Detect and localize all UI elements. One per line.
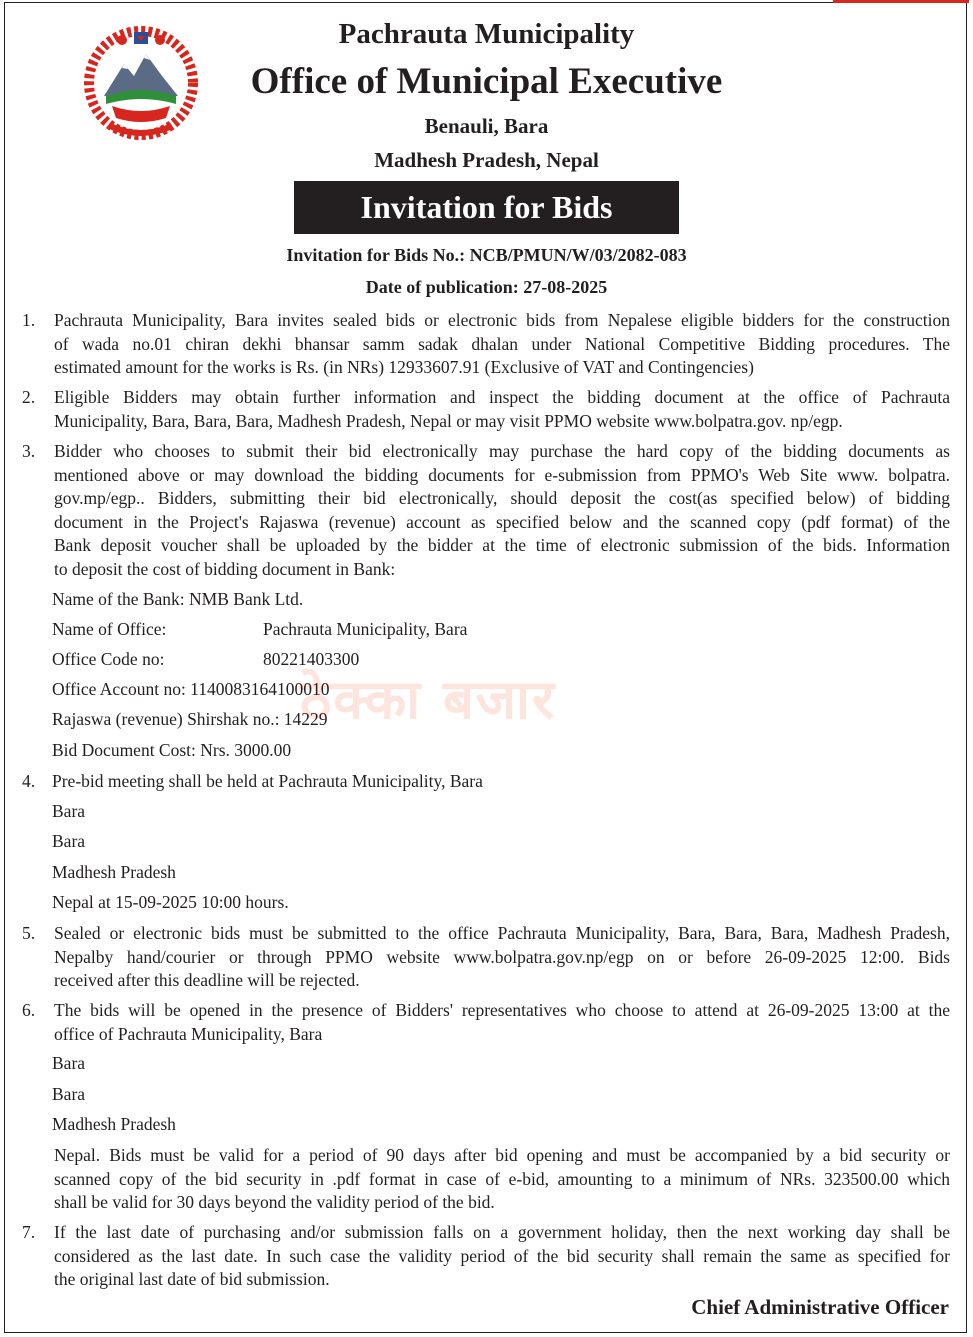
item-7-line: If the last date of purchasing and/or submission falls on a government holiday, then the next working day shall be (54, 1222, 950, 1242)
item-3-line: document in the Project's Rajaswa (revenue) account as specified below and the scanned copy (pdf format) of the (54, 511, 950, 532)
item-number-7: 7. (22, 1222, 36, 1242)
item-3-line: gov.mp/egp.. Bidders, submitting their bid electronically, should deposit the cost(as specified below) of bidding (54, 488, 950, 508)
item-number-3: 3. (22, 441, 36, 461)
office-code-label: Office Code no: (52, 649, 165, 669)
office-title: Office of Municipal Executive (250, 61, 723, 102)
item-6-line: scanned copy of the bid security in .pdf format in case of e-bid, amounting to a minimum of NRs. 323500.00 which (54, 1168, 950, 1189)
item-1-line: of wada no.01 chiran dekhi bhansar samm sadak dhalan under National Competitive Bidding procedures. The (54, 333, 950, 354)
rajaswa-number: Rajaswa (revenue) Shirshak no.: 14229 (52, 709, 328, 729)
bid-document-cost: Bid Document Cost: Nrs. 3000.00 (52, 740, 292, 760)
publication-date: Date of publication: 27-08-2025 (365, 277, 608, 297)
item-number-4: 4. (22, 771, 36, 791)
item-7-line: considered as the last date. In such case the validity period of the bid security shall remain the same as specified for (54, 1245, 950, 1266)
item-3-line: to deposit the cost of bidding document in Bank: (54, 558, 396, 579)
item-number-6: 6. (22, 1000, 36, 1020)
bank-name: Name of the Bank: NMB Bank Ltd. (52, 589, 304, 609)
item-number-1: 1. (22, 310, 36, 330)
item-5 (54, 922, 950, 993)
item-4-line: Madhesh Pradesh (52, 862, 176, 882)
item-3-line: Bidder who chooses to submit their bid electronically may purchase the hard copy of the bidding documents as (54, 441, 950, 461)
office-code-value: 80221403300 (263, 649, 360, 669)
item-4-line: Bara (52, 831, 86, 851)
item-5-line: received after this deadline will be rejected. (54, 970, 360, 990)
item-6-tail (54, 1144, 950, 1215)
invitation-title: Invitation for Bids (360, 189, 613, 225)
item-3 (54, 440, 950, 581)
municipality-name: Pachrauta Municipality (338, 18, 635, 50)
item-2 (54, 386, 950, 433)
item-4-line: Pre-bid meeting shall be held at Pachrauta Municipality, Bara (52, 771, 483, 791)
office-province: Madhesh Pradesh, Nepal (374, 148, 599, 172)
office-name-value: Pachrauta Municipality, Bara (263, 619, 468, 639)
item-6-line: Madhesh Pradesh (52, 1114, 176, 1134)
office-account: Office Account no: 1140083164100010 (52, 679, 330, 699)
item-6 (54, 999, 950, 1046)
item-4-line: Bara (52, 801, 86, 821)
item-6-line: Bara (52, 1053, 86, 1073)
item-number-5: 5. (22, 923, 36, 943)
item-6-line: shall be valid for 30 days beyond the validity period of the bid. (54, 1192, 495, 1212)
item-5-line: Sealed or electronic bids must be submitted to the office Pachrauta Municipality, Bara, Bara, Bara, Madhesh Pradesh, (54, 923, 950, 943)
item-7-line: the original last date of bid submission. (54, 1269, 330, 1289)
watermark-logo: ठेक्का बजार (300, 668, 557, 731)
office-location: Benauli, Bara (424, 114, 549, 138)
item-3-line: Bank deposit voucher shall be uploaded by the bidder at the time of electronic submission of the bids. Information (54, 535, 950, 555)
corner-mark (833, 0, 969, 3)
item-5-line: Nepalby hand/courier or through PPMO website www.bolpatra.gov.np/egp on or before 26-09-2025 12:00. Bids (54, 946, 950, 967)
bid-number: Invitation for Bids No.: NCB/PMUN/W/03/2082-083 (286, 245, 687, 265)
item-4-line: Nepal at 15-09-2025 10:00 hours. (52, 892, 289, 912)
item-1 (54, 309, 950, 380)
item-2-line: Eligible Bidders may obtain further information and inspect the bidding document at the office of Pachrauta (54, 387, 950, 407)
item-number-2: 2. (22, 387, 36, 407)
invitation-title-box (294, 181, 679, 234)
item-1-line: Pachrauta Municipality, Bara invites sealed bids or electronic bids from Nepalese eligible bidders for the construction (54, 310, 950, 330)
office-name-label: Name of Office: (52, 619, 167, 639)
item-1-line: estimated amount for the works is Rs. (in NRs) 12933607.91 (Exclusive of VAT and Contingencies) (54, 357, 754, 377)
item-3-line: mentioned above or may download the bidding documents for e-submission from PPMO's Web Site www. bolpatra. (54, 464, 950, 485)
item-7 (54, 1221, 950, 1292)
item-6-line: office of Pachrauta Municipality, Bara (54, 1023, 323, 1044)
item-6-line: The bids will be opened in the presence of Bidders' representatives who choose to attend at 26-09-2025 13:00 at the (54, 1000, 950, 1020)
item-6-line: Nepal. Bids must be valid for a period of 90 days after bid opening and must be accompanied by a bid security or (54, 1145, 950, 1165)
item-2-line: Municipality, Bara, Bara, Bara, Madhesh Pradesh, Nepal or may visit PPMO website www.bolpatra.gov. np/egp. (54, 410, 843, 431)
item-6-line: Bara (52, 1084, 86, 1104)
signature-title: Chief Administrative Officer (691, 1295, 949, 1319)
